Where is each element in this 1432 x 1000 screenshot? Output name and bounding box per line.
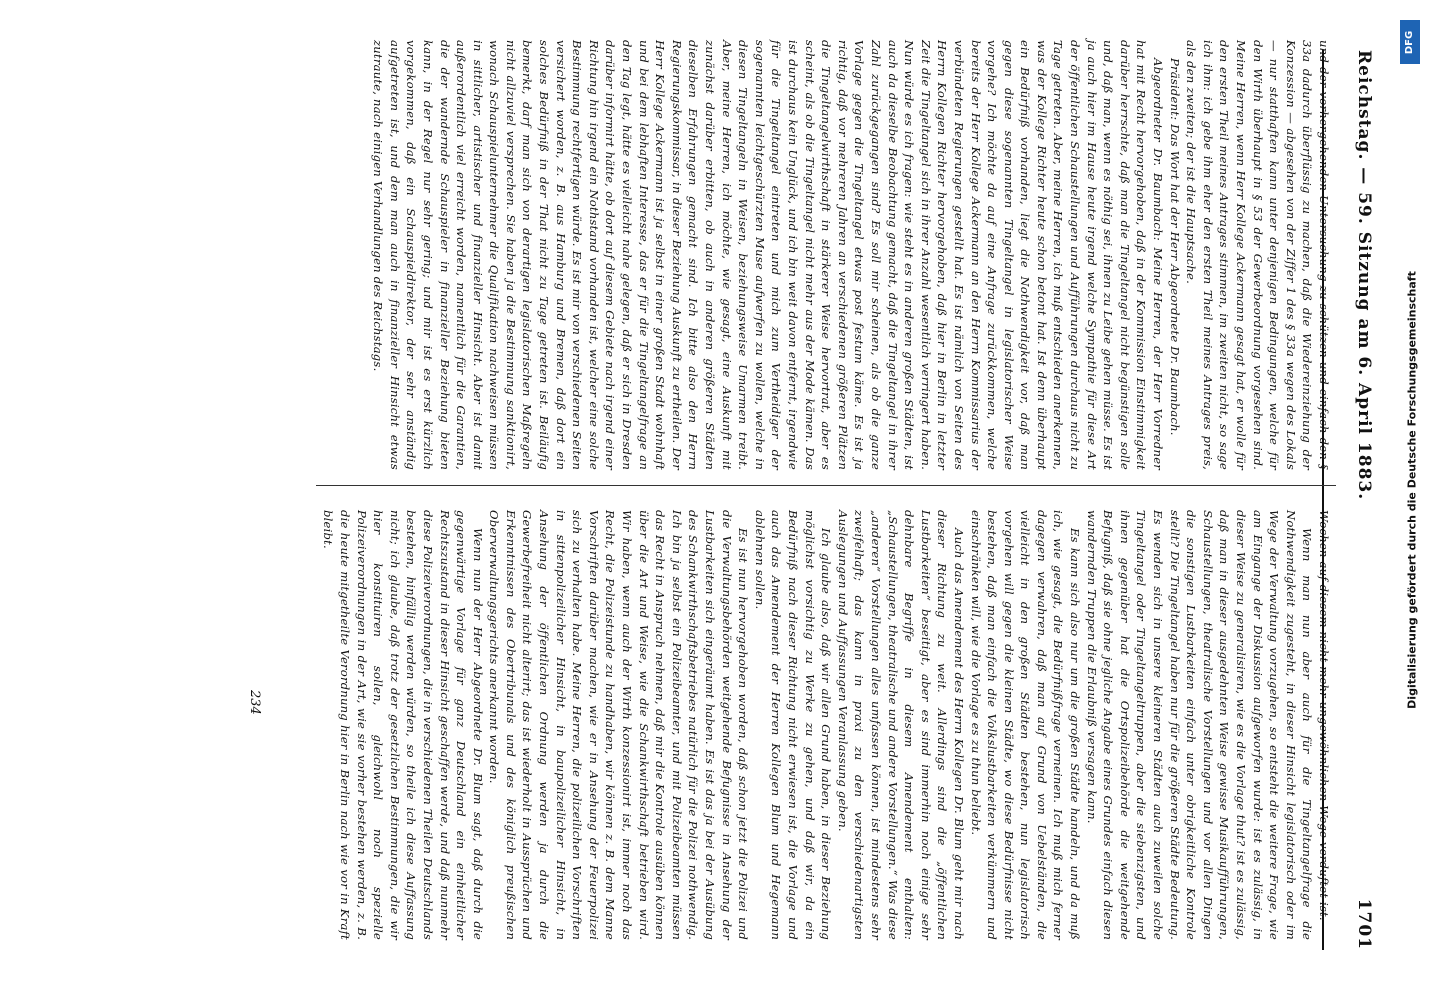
- paragraph: Präsident: Das Wort hat der Herr Abgeordnete Dr. Baumbach.: [1167, 58, 1182, 436]
- page-header: [1342, 50, 1382, 950]
- column-left: [370, 40, 1332, 470]
- column-right: [320, 510, 1332, 940]
- page-number: 234: [247, 690, 262, 715]
- paragraph: Wenn man nun aber auch für die Tingeltangelfrage die Nothwendigkeit zugesteht, in dieser Hinsicht legislatorisch oder im Wege der Verwaltung vorzugehen, so entsteht die weitere Frage, wie am Eingange der Diskussion aufgeworfen wurde: ist es zulässig, in dieser Weise zu generalisiren, wie es die Vorlage thut? ist es zulässig, daß man in dieser ausgedehnten Weise gewisse Musikaufführungen, Schaustellungen, theatralische Vorstellungen und vor allen Dingen die sonstigen Lustbarkeiten einfach unter obrigkeitliche Kontrole stellt? Die Tingeltangel haben nur für die größeren Städte Bedeutung. Es wenden sich in unsere kleineren Städten auch zuweilen solche Tingeltangel oder Tingeltangeltruppen, aber die siebenzigsten, und ihnen gegenüber hat die Ortspolizeibehörde die weitgehende Befugniß, daß sie ohne jegliche Angabe eines Grundes einfach diesen wandernden Truppen die Erlaubniß versagen kann.: [1084, 510, 1315, 940]
- dfg-logo-text: DFG: [1404, 30, 1416, 54]
- paragraph: Es ist nun hervorgehoben worden, daß schon jetzt die Polizei und die Verwaltungsbehörden weitgehende Befugnisse in Ansehung der Lustbarkeiten sich eingeräumt haben. Es ist das ja bei der Ausübung des Schankwirthschaftsbetriebes natürlich für die Polizei nothwendig. Ich bin ja selbst ein Polizeibeamter, und mit Polizeibeamten müssen das Recht in Anspruch nehmen, daß mir die Kontrole ausüben können über die Art und Weise, wie die Schankwirthschaft betrieben wird. Wir haben, wenn auch der Wirth konzessionirt ist, immer noch das Recht, die Polizeistunde zu handhaben, wir können z. B. dem Manne Vorschriften darüber machen, wie er in Ansehung der Feuerpolizei sich zu verhalten habe. Meine Herren, die polizeilichen Vorschriften in sittenpolizeilicher Hinsicht, in baupolizeilicher Hinsicht, in Ansehung der öffentlichen Ordnung werden ja durch die Gewerbefreiheit nicht alterirt; das ist wiederholt in Aussprüchen und Erkenntnissen des Obertribunals und des königlich preußischen Oberverwaltungsgerichts anerkannt worden.: [487, 510, 751, 940]
- paragraph: und der vorhergehenden Untersuchung zu schützen und einfach den § 33a dadurch überflüssig zu machen, daß die Wiedereinziehung der Konzession — abgesehen von der Ziffer 1 des § 33a wegen des Lokals — nur statthaften kann unter denjenigen Bedingungen, welche für den Wirth überhaupt in § 53 der Gewerbeordnung vorgesehen sind. Meine Herren, wenn Herr Kollege Ackermann gesagt hat, er wolle für den ersten Theil meines Antrages stimmen, im zweiten nicht, so sage ich ihm: ich gebe ihm eher den ersten Theil meines Antrages preis, als den zweiten; der ist die Hauptsache.: [1184, 40, 1331, 470]
- rotated-page-content: [50, 0, 1402, 1000]
- column-divider: [316, 485, 1336, 486]
- paragraph: Abgeordneter Dr. Baumbach: Meine Herren, der Herr Vorredner hat mit Recht hervorgehoben, daß in der Kommission Einstimmigkeit darüber herrschte, daß man die Tingeltangel nicht begünstigen solle und, daß man, wenn es nöthig sei, ihnen zu Leibe gehen müsse. Es ist ja auch hier im Hause heute irgend welche Sympathie für diese Art der öffentlichen Schaustellungen und Aufführungen durchaus nicht zu Tage getreten. Aber, meine Herren, ich muß entschieden anerkennen, was der Kollege Richter heute schon betont hat. Ist denn überhaupt ein Bedürfniß vorhanden, liegt die Nothwendigkeit vor, daß man gegen diese sogenannten Tingeltangel in legislatorischer Weise vorgehe? Ich möchte da auf eine Anfrage zurückkommen, welche bereits der Herr Kollege Ackermann an den Herrn Kommissarius der verbündeten Regierungen gestellt hat. Es ist nämlich von Seiten des Herrn Kollegen Richter hervorgehoben, daß hier in Berlin in letzter Zeit die Tingeltangel sich in ihrer Anzahl wesentlich verringert haben. Nun würde es ich fragen: wie steht es in anderen großen Städten, ist auch da dieselbe Beobachtung gemacht, daß die Tingeltangel in ihrer Zahl zurückgegangen sind? Es soll mir scheinen, als ob die ganze Vorlage gegen die Tingeltangel etwas post festum käme. Es ist ja richtig, daß vor mehreren Jahren an verschiedenen größeren Plätzen die Tingeltangelwirthschaft in stärkerer Weise hervortrat, aber es scheint, als ob die Tingeltangel nicht mehr aus der Mode kämen. Das ist durchaus kein Unglück, und ich bin weit davon entfernt, irgendwie für die Tingeltangel eintreten und mich zum Vertheidiger der sogenannten leichtgeschürzten Muse aufwerfen zu wollen, welche in diesen Tingeltangeln in Weisen, beziehungsweise Umarmen treibt. Aber, meine Herren, ich möchte, wie gesagt, eine Auskunft mit zunächst darüber erbitten, ob auch in anderen größeren Städten dieselben Erfahrungen gemacht sind. Ich bitte also den Herrn Regierungskommissar, in dieser Beziehung Auskunft zu ertheilen. Der Herr Kollege Ackermann ist ja selbst in einer großen Stadt wohnhaft und bei dem lebhaften Interesse, das er für die Tingeltangelfrage an den Tag legt, hätte es vielleicht nahe gelegen, daß er sich in Dresden darüber informirt hätte, ob dort auf diesem Gebiete nach irgend einer Richtung hin irgend ein Nothstand vorhanden ist, welcher eine solche Bestimmung rechtfertigen würde. Es ist mir von verschiedenen Seiten versichert worden, z. B. aus Hamburg und Bremen, daß dort ein solches Bedürfniß in der That nicht zu Tage getreten ist. Beiläufig bemerkt, darf man sich von derartigen legislatorischen Maßregeln nicht allzuviel versprechen. Sie haben ja die Bestimmung sanktionirt, wonach Schauspielunternehmer die Qualifikation nachweisen müssen in sittlicher, artistischer und finanzieller Hinsicht. Aber ist damit außerordentlich viel erreicht worden, namentlich für die Garantien, die der wandernde Schauspieler in finanzieller Beziehung bieten kann, in der Regel nur sehr gering; und mir ist es erst kürzlich vorgekommen, daß ein Schauspieldirektor, der sehr anständig aufgetreten ist, und dem man auch in finanzieller Hinsicht etwas zutraute, nach einigen Verhandlungen des Reichstags.: [371, 40, 1166, 470]
- dfg-logo: [1400, 20, 1420, 64]
- digitization-credit: [1390, 0, 1432, 1000]
- header-page-number: 1701: [1354, 898, 1374, 950]
- credit-text: Digitalisierung gefördert durch die Deutsche Forschungsgemeinschaft: [1405, 271, 1419, 709]
- paragraph: Ich glaube also, daß wir allen Grund haben, in dieser Beziehung möglichst vorsichtig zu Werke zu gehen, und daß wir, da ein Bedürfniß nach dieser Richtung nicht erwiesen ist, die Vorlage und auch das Amendement der Herren Kollegen Blum und Hegemann ablehnen sollen.: [752, 510, 834, 940]
- paragraph: Es kann sich also nur um die großen Städte handeln, und da muß ich, wie gesagt, die Bedürfnißfrage verneinen. Ich muß mich ferner dagegen verwahren, daß man auf Grund von Uebelständen, die vielleicht in den großen Städten bestehen, nun legislatorisch vorgehen will gegen die kleinen Städte, wo diese Bedürfnisse nicht bestehen, daß man einfach die Volkslustbarkeiten verkümmern und einschränken will, wie die Vorlage es zu thun beliebt.: [968, 510, 1083, 940]
- header-title: Reichstag. — 59. Sitzung am 6. April 1883.: [1354, 50, 1374, 501]
- paragraph: Wochen auf diesem nicht mehr ungewöhnlichen Wege verduftet ist.: [1317, 510, 1331, 921]
- paragraph: Auch das Amendement des Herrn Kollegen Dr. Blum geht mir nach dieser Richtung zu weit. Allerdings sind die „öffentlichen Lustbarkeiten“ beseitigt, aber es sind immerhin noch einige sehr dehnbare Begriffe in diesem Amendement enthalten: „Schaustellungen, theatralische und andere Vorstellungen.“ Was diese „anderen“ Vorstellungen alles umfassen können, ist mindestens sehr zweifelhaft; das kann in praxi zu den verschiedenartigsten Auslegungen und Auffassungen Veranlassung geben.: [835, 510, 966, 940]
- paragraph: Wenn nun der Herr Abgeordnete Dr. Blum sagt, daß durch die gegenwärtige Vorlage für ganz Deutschland ein einheitlicher Rechtszustand in dieser Hinsicht geschaffen werde, und daß nunmehr diese Polizeiverordnungen, die in verschiedenen Theilen Deutschlands bestehen, hinfällig werden würden, so theile ich diese Auffassung nicht; ich glaube, daß trotz der gesetzlichen Bestimmungen, die wir hier konstituiren sollen, gleichwohl noch spezielle Polizeiverordnungen in der Art, wie sie vorher bestehen werden, z. B. die heute mitgetheilte Verordnung hier in Berlin nach wie vor in Kraft bleibt.: [321, 510, 485, 940]
